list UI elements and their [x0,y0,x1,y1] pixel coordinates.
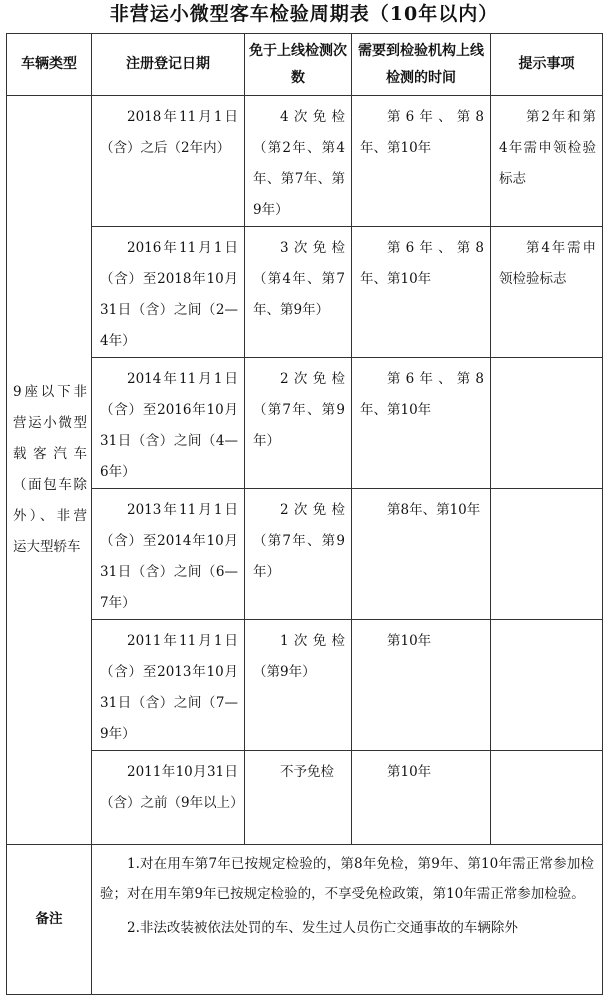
remarks-row [7,845,603,995]
remarks-label: 备注 [7,845,92,995]
tip-text [491,620,602,626]
exempt-count: 2次免检（第7年、第9年） [253,502,345,580]
exempt-count: 不予免检 [280,764,334,780]
table-row [7,96,603,227]
registration-date: 2018年11月1日（含）之后（2年内） [100,109,238,156]
exempt-count: 2次免检（第7年、第9年） [253,371,345,449]
table-row [7,358,603,489]
registration-date: 2011年11月1日（含）至2013年10月31日（含）之间（7—9年） [100,633,238,742]
header-notes: 提示事项 [491,34,603,96]
registration-date: 2016年11月1日（含）至2018年10月31日（含）之间（2—4年） [100,240,238,349]
header-vehicle-type: 车辆类型 [7,34,92,96]
exempt-count: 1次免检（第9年） [253,633,345,680]
table-row [7,489,603,620]
exempt-count: 3次免检（第4年、第7年、第9年） [253,240,345,318]
inspection-years: 第10年 [387,633,432,649]
table-row [7,620,603,751]
tip-text [491,751,602,757]
inspection-years: 第6年、第8年、第10年 [360,371,484,418]
tip-text: 第4年需申领检验标志 [499,240,596,287]
table-row [7,227,603,358]
vehicle-type-text: 9座以下非营运小微型载客汽车（面包车除外）、非营运大型轿车 [13,384,87,555]
exempt-count: 4次免检（第2年、第4年、第7年、第9年） [253,109,345,218]
remark-item: 1.对在用车第7年已按规定检验的，第8年免检，第9年、第10年需正常参加检验；对在用车第9年已按规定检验的，不享受免检政策，第10年需正常参加检验。 [100,856,594,902]
remark-item: 2.非法改装被依法处罚的车、发生过人员伤亡交通事故的车辆除外 [127,920,518,936]
inspection-cycle-table [6,33,603,995]
inspection-years: 第6年、第8年、第10年 [360,240,484,287]
inspection-years: 第6年、第8年、第10年 [360,109,484,156]
header-inspection-years: 需要到检验机构上线检测的时间 [352,34,491,96]
header-registration-date: 注册登记日期 [92,34,245,96]
tip-text [491,358,602,364]
inspection-years: 第10年 [387,764,432,780]
registration-date: 2013年11月1日（含）至2014年10月31日（含）之间（6—7年） [100,502,238,611]
table-row [7,751,603,845]
tip-text [491,489,602,495]
vehicle-type-cell [7,96,92,845]
tip-text: 第2年和第4年需申领检验标志 [499,109,596,187]
inspection-years: 第8年、第10年 [387,502,481,518]
remarks-content [92,845,603,995]
header-exempt-count: 免于上线检测次数 [245,34,352,96]
registration-date: 2014年11月1日（含）至2016年10月31日（含）之间（4—6年） [100,371,238,480]
header-row [7,34,603,96]
page-title: 非营运小微型客车检验周期表（10年以内） [109,3,499,25]
registration-date: 2011年10月31日（含）之前（9年以上） [100,764,244,811]
